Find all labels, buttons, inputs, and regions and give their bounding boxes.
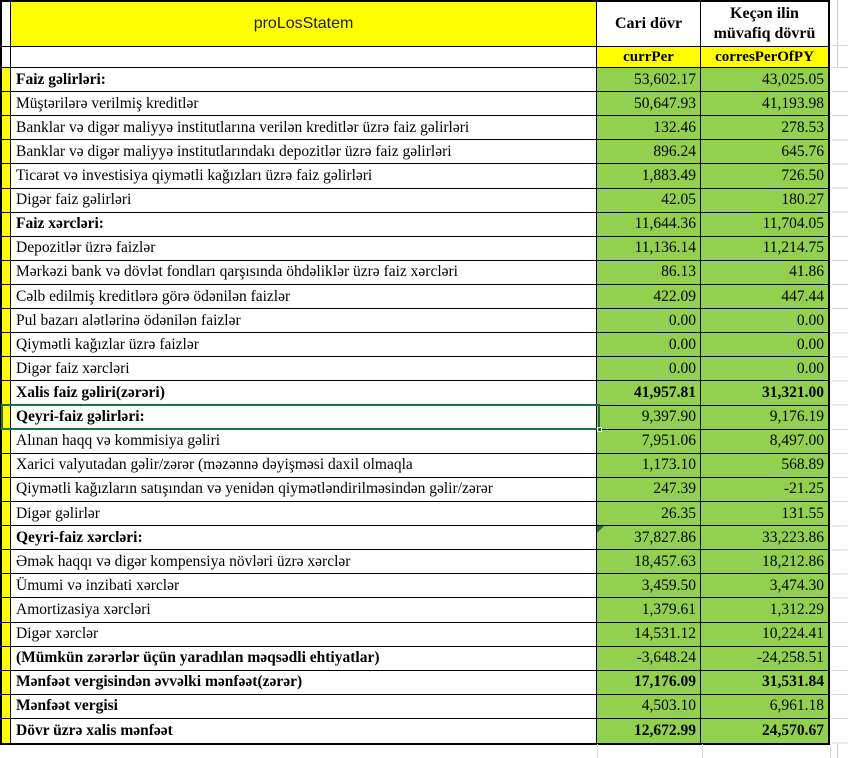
prev-period-header: Keçən ilin müvafiq dövrü: [713, 5, 816, 42]
table-row: [2, 671, 828, 695]
prev-value-cell[interactable]: [701, 406, 828, 429]
row-marker-cell[interactable]: [2, 213, 11, 236]
current-value: 42.05: [661, 191, 696, 209]
prev-value-cell[interactable]: [701, 92, 828, 115]
row-label: Depozitlər üzrə faizlər: [16, 239, 156, 257]
current-value-cell[interactable]: [597, 671, 701, 694]
prev-value: 131.55: [781, 504, 824, 522]
selection-fill-handle[interactable]: [597, 427, 602, 432]
row-label: Banklar və digər maliyyə institutlarındakı depozitlər üzrə faiz gəlirləri: [16, 142, 452, 160]
current-value: 18,457.63: [634, 552, 696, 570]
current-value-cell[interactable]: [597, 478, 701, 501]
prev-value-cell[interactable]: [701, 237, 828, 260]
prev-value: 9,176.19: [769, 408, 824, 426]
current-value: 422.09: [653, 287, 696, 305]
current-value: 1,883.49: [641, 166, 696, 184]
current-value-cell[interactable]: [597, 164, 701, 187]
current-value-cell[interactable]: [597, 309, 701, 332]
label-cell[interactable]: [11, 406, 597, 429]
row-marker-cell[interactable]: [2, 164, 11, 187]
prev-value: 33,223.86: [762, 528, 824, 546]
row-marker-cell[interactable]: [2, 502, 11, 525]
current-value: 53,602.17: [634, 70, 696, 88]
prev-value: 43,025.05: [762, 70, 824, 88]
prev-value: 10,224.41: [762, 625, 824, 643]
label-cell[interactable]: [11, 140, 597, 163]
table-body: [2, 68, 828, 743]
prev-value-cell[interactable]: [701, 478, 828, 501]
corner-cell[interactable]: [2, 2, 11, 46]
prev-value: 568.89: [781, 456, 824, 474]
prev-period-code: corresPerOfPY: [715, 48, 814, 65]
row-label: Ticarət və investisiya qiymətli kağızları üzrə faiz gəlirləri: [16, 166, 373, 184]
prev-value-cell[interactable]: [701, 598, 828, 621]
label-cell[interactable]: [11, 333, 597, 356]
label-cell[interactable]: [11, 550, 597, 573]
table-row: [2, 454, 828, 478]
row-label: Dövr üzrə xalis mənfəət: [16, 722, 173, 739]
current-value: -3,648.24: [636, 649, 696, 667]
label-cell[interactable]: [11, 695, 597, 718]
current-value: 3,459.50: [641, 576, 696, 594]
label-cell[interactable]: [11, 285, 597, 308]
row-label: Cəlb edilmiş kreditlərə görə ödənilən faizlər: [16, 287, 291, 305]
current-period-header-cell[interactable]: [597, 2, 701, 46]
row-marker-cell[interactable]: [2, 333, 11, 356]
label-cell[interactable]: [11, 237, 597, 260]
row-marker-cell[interactable]: [2, 237, 11, 260]
row-label: Qiymətli kağızlar üzrə faizlər: [16, 335, 199, 353]
label-cell[interactable]: [11, 381, 597, 404]
prev-value-cell[interactable]: [701, 574, 828, 597]
current-value: 37,827.86: [634, 528, 696, 546]
label-cell[interactable]: [11, 502, 597, 525]
current-value: 11,644.36: [634, 215, 696, 233]
prev-value-cell[interactable]: [701, 647, 828, 670]
current-value-cell[interactable]: [597, 719, 701, 743]
worksheet-gridline-below-1: [597, 744, 598, 758]
current-value-cell[interactable]: [597, 502, 701, 525]
prev-value: 1,312.29: [769, 600, 824, 618]
current-value: 11,136.14: [634, 239, 696, 257]
row-label: Xalis faiz gəliri(zərəri): [16, 383, 165, 401]
table-title: proLosStatem: [253, 15, 354, 32]
worksheet-gridline-below-3: [830, 744, 831, 758]
label-cell[interactable]: [11, 261, 597, 284]
table-row: [2, 695, 828, 719]
label-cell[interactable]: [11, 478, 597, 501]
current-value-cell[interactable]: [597, 213, 701, 236]
prev-value-cell[interactable]: [701, 695, 828, 718]
label-cell[interactable]: [11, 164, 597, 187]
row-marker-cell[interactable]: [2, 647, 11, 670]
row-marker-cell[interactable]: [2, 68, 11, 91]
current-value-cell[interactable]: [597, 381, 701, 404]
prev-value-cell[interactable]: [701, 623, 828, 646]
label-cell[interactable]: [11, 116, 597, 139]
row-label: Digər xərclər: [16, 625, 99, 643]
row-label: Faiz xərcləri:: [16, 215, 104, 233]
prev-value-cell[interactable]: [701, 261, 828, 284]
row-marker-cell[interactable]: [2, 623, 11, 646]
table-row: [2, 478, 828, 502]
label-cell[interactable]: [11, 671, 597, 694]
current-value-cell[interactable]: [597, 695, 701, 718]
row-marker-cell[interactable]: [2, 189, 11, 212]
table-row: [2, 719, 828, 743]
current-value: 41,957.81: [634, 383, 696, 401]
current-value-cell[interactable]: [597, 92, 701, 115]
current-value-cell[interactable]: [597, 623, 701, 646]
label-cell[interactable]: [11, 598, 597, 621]
current-value-cell[interactable]: [597, 189, 701, 212]
label-cell[interactable]: [11, 526, 597, 549]
table-row: [2, 598, 828, 622]
row-marker-cell[interactable]: [2, 430, 11, 453]
row-marker-cell[interactable]: [2, 116, 11, 139]
label-cell[interactable]: [11, 309, 597, 332]
worksheet-gridline-below-2: [702, 744, 703, 758]
row-marker-cell[interactable]: [2, 454, 11, 477]
row-label: Digər faiz xərcləri: [16, 359, 130, 377]
table-row: [2, 92, 828, 116]
prev-value: -21.25: [783, 480, 824, 498]
current-value: 0.00: [668, 359, 696, 377]
row-marker-cell[interactable]: [2, 478, 11, 501]
empty-header-cell[interactable]: [11, 47, 597, 67]
prev-value: 0.00: [796, 311, 824, 329]
prev-value-cell[interactable]: [701, 357, 828, 380]
label-cell[interactable]: [11, 68, 597, 91]
prev-value: 41.86: [789, 263, 824, 281]
table-row: [2, 502, 828, 526]
row-marker-cell[interactable]: [2, 285, 11, 308]
table-row: [2, 430, 828, 454]
row-marker-cell[interactable]: [2, 406, 11, 429]
table-row: [2, 116, 828, 140]
row-label: Mənfəət vergisindən əvvəlki mənfəət(zərər): [16, 673, 303, 691]
prev-value-cell[interactable]: [701, 164, 828, 187]
table-row: [2, 574, 828, 598]
row-label: Faiz gəlirləri:: [16, 70, 106, 88]
table-row: [2, 164, 828, 188]
label-cell[interactable]: [11, 719, 597, 743]
table-row: [2, 357, 828, 381]
prev-period-code-cell[interactable]: [701, 47, 828, 67]
label-cell[interactable]: [11, 357, 597, 380]
table-row: [2, 140, 828, 164]
prev-value: 0.00: [796, 359, 824, 377]
prev-value-cell[interactable]: [701, 671, 828, 694]
current-value: 17,176.09: [634, 673, 696, 691]
current-value-cell[interactable]: [597, 406, 701, 429]
current-value-cell[interactable]: [597, 261, 701, 284]
table-row: [2, 526, 828, 550]
current-value-cell[interactable]: [597, 647, 701, 670]
prev-value: 11,704.05: [762, 215, 824, 233]
current-value: 9,397.90: [641, 408, 696, 426]
current-period-code: currPer: [623, 48, 674, 65]
current-value: 14,531.12: [634, 625, 696, 643]
table-row: [2, 285, 828, 309]
row-marker-cell[interactable]: [2, 695, 11, 718]
current-value-cell[interactable]: [597, 357, 701, 380]
row-marker-cell[interactable]: [2, 261, 11, 284]
row-marker-cell[interactable]: [2, 381, 11, 404]
label-cell[interactable]: [11, 213, 597, 236]
row-label: Xarici valyutadan gəlir/zərər (məzənnə dəyişməsi daxil olmaqla: [16, 456, 413, 474]
current-value: 1,379.61: [641, 600, 696, 618]
table-row: [2, 550, 828, 574]
prev-value: 3,474.30: [769, 576, 824, 594]
row-marker-cell[interactable]: [2, 92, 11, 115]
row-marker-cell[interactable]: [2, 671, 11, 694]
table-row: [2, 213, 828, 237]
table-row: [2, 68, 828, 92]
prev-value-cell[interactable]: [701, 719, 828, 743]
row-label: Banklar və digər maliyyə institutlarına verilən kreditlər üzrə faiz gəlirləri: [16, 118, 470, 136]
current-value-cell[interactable]: [597, 454, 701, 477]
current-value: 1,173.10: [641, 456, 696, 474]
prev-value-cell[interactable]: [701, 454, 828, 477]
current-period-header: Cari dövr: [614, 15, 683, 32]
row-label: (Mümkün zərərlər üçün yaradılan məqsədli ehtiyatlar): [16, 649, 380, 667]
row-label: Əmək haqqı və digər kompensiya növləri üzrə xərclər: [16, 552, 351, 570]
row-label: Amortizasiya xərcləri: [16, 600, 151, 618]
header-row-titles: [2, 2, 828, 47]
row-marker-cell[interactable]: [2, 309, 11, 332]
table-row: [2, 406, 828, 430]
row-label: Alınan haqq və kommisiya gəliri: [16, 432, 221, 450]
prev-value: 447.44: [781, 287, 824, 305]
current-period-code-cell[interactable]: [597, 47, 701, 67]
row-marker-header-cell[interactable]: [2, 47, 11, 67]
prev-value-cell[interactable]: [701, 502, 828, 525]
current-value: 896.24: [653, 142, 696, 160]
label-cell[interactable]: [11, 430, 597, 453]
prev-value: 11,214.75: [762, 239, 824, 257]
prev-value: -24,258.51: [756, 649, 824, 667]
label-cell[interactable]: [11, 623, 597, 646]
prev-value: 31,531.84: [762, 673, 824, 691]
prev-value-cell[interactable]: [701, 550, 828, 573]
row-label: Qeyri-faiz xərcləri:: [16, 528, 143, 546]
row-label: Mərkəzi bank və dövlət fondları qarşısında öhdəliklər üzrə faiz xərcləri: [16, 263, 458, 281]
prev-value: 278.53: [781, 118, 824, 136]
label-cell[interactable]: [11, 454, 597, 477]
prev-value-cell[interactable]: [701, 430, 828, 453]
prev-value: 24,570.67: [762, 722, 824, 739]
current-value-cell[interactable]: [597, 598, 701, 621]
current-value-cell[interactable]: [597, 550, 701, 573]
row-label: Ümumi və inzibati xərclər: [16, 576, 180, 594]
table-row: [2, 237, 828, 261]
prev-value-cell[interactable]: [701, 285, 828, 308]
current-value: 7,951.06: [641, 432, 696, 450]
label-cell[interactable]: [11, 647, 597, 670]
prev-value-cell[interactable]: [701, 140, 828, 163]
row-label: Mənfəət vergisi: [16, 697, 118, 715]
table-row: [2, 189, 828, 213]
prev-value: 726.50: [781, 166, 824, 184]
current-value: 50,647.93: [634, 94, 696, 112]
table-row: [2, 333, 828, 357]
row-label: Pul bazarı alətlərinə ödənilən faizlər: [16, 311, 241, 329]
label-cell[interactable]: [11, 92, 597, 115]
row-label: Müştərilərə verilmiş kreditlər: [16, 94, 199, 112]
current-value: 86.13: [661, 263, 696, 281]
current-value: 132.46: [653, 118, 696, 136]
current-value-cell[interactable]: [597, 574, 701, 597]
current-value: 0.00: [668, 311, 696, 329]
current-value: 12,672.99: [634, 722, 696, 739]
table-row: [2, 381, 828, 405]
current-value: 26.35: [661, 504, 696, 522]
current-value: 247.39: [653, 480, 696, 498]
row-marker-cell[interactable]: [2, 357, 11, 380]
prev-period-header-cell[interactable]: [701, 2, 828, 46]
prev-value-cell[interactable]: [701, 213, 828, 236]
prev-value-cell[interactable]: [701, 189, 828, 212]
row-marker-cell[interactable]: [2, 574, 11, 597]
row-label: Digər gəlirlər: [16, 504, 100, 522]
label-cell[interactable]: [11, 189, 597, 212]
prev-value: 31,321.00: [762, 383, 824, 401]
prev-value: 18,212.86: [762, 552, 824, 570]
row-marker-cell[interactable]: [2, 526, 11, 549]
prev-value-cell[interactable]: [701, 381, 828, 404]
table-row: [2, 647, 828, 671]
current-value-cell[interactable]: [597, 285, 701, 308]
prev-value: 6,961.18: [769, 697, 824, 715]
row-marker-cell[interactable]: [2, 719, 11, 743]
current-value-cell[interactable]: [597, 140, 701, 163]
table-row: [2, 261, 828, 285]
prev-value-cell[interactable]: [701, 116, 828, 139]
current-value-cell[interactable]: [597, 430, 701, 453]
row-marker-cell[interactable]: [2, 550, 11, 573]
current-value: 0.00: [668, 335, 696, 353]
worksheet-gridline-margin-header: [832, 45, 848, 68]
current-value-cell[interactable]: [597, 526, 701, 549]
current-value-cell[interactable]: [597, 237, 701, 260]
prev-value: 0.00: [796, 335, 824, 353]
row-marker-cell[interactable]: [2, 598, 11, 621]
prev-value: 645.76: [781, 142, 824, 160]
header-row-codes: [2, 47, 828, 68]
current-value-cell[interactable]: [597, 68, 701, 91]
prev-value-cell[interactable]: [701, 309, 828, 332]
prev-value-cell[interactable]: [701, 333, 828, 356]
prev-value-cell[interactable]: [701, 526, 828, 549]
current-value-cell[interactable]: [597, 116, 701, 139]
table-title-cell[interactable]: [11, 2, 597, 46]
worksheet-gridlines-right-margin: [832, 68, 848, 744]
row-label: Digər faiz gəlirləri: [16, 191, 132, 209]
label-cell[interactable]: [11, 574, 597, 597]
table-row: [2, 309, 828, 333]
current-value: 4,503.10: [641, 697, 696, 715]
current-value-cell[interactable]: [597, 333, 701, 356]
prev-value: 41,193.98: [762, 94, 824, 112]
prev-value: 180.27: [781, 191, 824, 209]
row-label: Qeyri-faiz gəlirləri:: [16, 408, 145, 426]
prev-value-cell[interactable]: [701, 68, 828, 91]
table-row: [2, 623, 828, 647]
row-label: Qiymətli kağızların satışından və yenidən qiymətləndirilməsindən gəlir/zərər: [16, 480, 493, 498]
row-marker-cell[interactable]: [2, 140, 11, 163]
prev-value: 8,497.00: [769, 432, 824, 450]
